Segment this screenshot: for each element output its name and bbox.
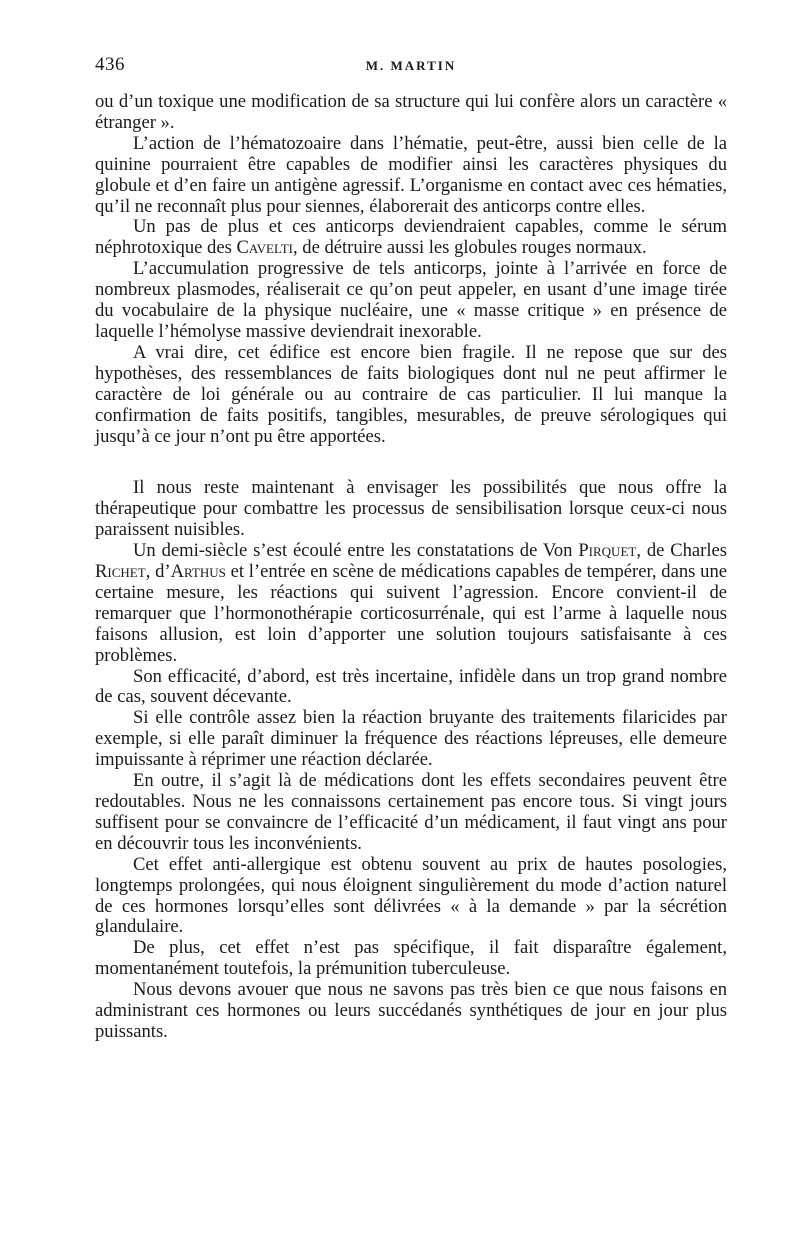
paragraph: De plus, cet effet n’est pas spécifique, il fait disparaître également, momentanément toutefois, la prémunition tuberculeuse.: [95, 937, 727, 980]
author-reference: Pirquet: [578, 540, 637, 562]
paragraph: [95, 217, 727, 259]
running-head: [95, 54, 727, 78]
text-run: , de détruire aussi les globules rouges normaux.: [292, 237, 647, 259]
author-reference: Cavelti: [236, 237, 293, 259]
text-run: et l’entrée en scène de médications capables de tempérer, dans une certaine mesure, les réactions qui suivent l’agression. Encore convient-il de remarquer que l’hormonothérapie corticosurrénale, qui est l’arme à laquelle nous faisons allusion, est loin d’apporter une solution toujours satisfaisante à ces problèmes.: [95, 561, 727, 666]
paragraph: Si elle contrôle assez bien la réaction bruyante des traitements filaricides par exemple, si elle paraît diminuer la fréquence des réactions lépreuses, elle demeure impuissante à réprimer une réaction déclarée.: [95, 707, 727, 771]
paragraph: [95, 541, 727, 666]
text-run: , de Charles: [636, 540, 728, 562]
author-reference: Richet: [95, 561, 146, 583]
paragraph: En outre, il s’agit là de médications dont les effets secondaires peuvent être redoutables. Nous ne les connaissons certainement pas encore tous. Si vingt jours suffisent pour se convaincre de l’efficacité d’un médicament, il faut vingt ans pour en découvrir tous les inconvénients.: [95, 770, 727, 854]
paragraph: ou d’un toxique une modification de sa structure qui lui confère alors un caractère « étranger ».: [95, 91, 727, 133]
text-run: , d’: [145, 561, 171, 583]
page-number: 436: [95, 54, 125, 75]
paragraph: Cet effet anti-allergique est obtenu souvent au prix de hautes posologies, longtemps prolongées, qui nous éloignent singulièrement du mode d’action naturel de ces hormones lorsqu’elles sont délivrées « à la demande » par la sécrétion glandulaire.: [95, 853, 727, 938]
text-run: Un pas de plus et ces anticorps deviendraient capables, comme le sérum néphrotoxique des: [95, 216, 727, 259]
paragraph: L’action de l’hématozoaire dans l’hématie, peut-être, aussi bien celle de la quinine pourraient être capables de modifier ainsi les caractères physiques du globule et d’en faire un antigène agressif. L’organisme en contact avec ces hématies, qu’il ne reconnaît plus pour siennes, élaborerait des anticorps contre elles.: [95, 132, 727, 217]
paragraph: Nous devons avouer que nous ne savons pas très bien ce que nous faisons en administrant ces hormones ou leurs succédanés synthétiques de jour en jour plus puissants.: [95, 979, 727, 1042]
author-reference: Arthus: [170, 561, 226, 583]
text-run: Un demi-siècle s’est écoulé entre les constatations de Von: [133, 540, 579, 562]
paragraph: Il nous reste maintenant à envisager les possibilités que nous offre la thérapeutique pour combattre les processus de sensibilisation lorsque ceux-ci nous paraissent nuisibles.: [95, 477, 727, 541]
section-break: [95, 447, 727, 478]
paragraph: A vrai dire, cet édifice est encore bien fragile. Il ne repose que sur des hypothèses, des ressemblances de faits biologiques dont nul ne peut affirmer le caractère de loi générale ou au contraire de cas particulier. Il lui manque la confirmation de faits positifs, tangibles, mesurables, de preuve sérologiques qui jusqu’à ce jour n’ont pu être apportées.: [95, 341, 727, 447]
author-name: M. MARTIN: [365, 58, 457, 73]
body-text: [95, 92, 727, 1043]
paragraph: L’accumulation progressive de tels anticorps, jointe à l’arrivée en force de nombreux plasmodes, réaliserait ce qu’on peut appeler, en usant d’une image tirée du vocabulaire de la physique nucléaire, une « masse critique » en présence de laquelle l’hémolyse massive deviendrait inexorable.: [95, 258, 727, 342]
paragraph: Son efficacité, d’abord, est très incertaine, infidèle dans un trop grand nombre de cas, souvent décevante.: [95, 665, 727, 708]
